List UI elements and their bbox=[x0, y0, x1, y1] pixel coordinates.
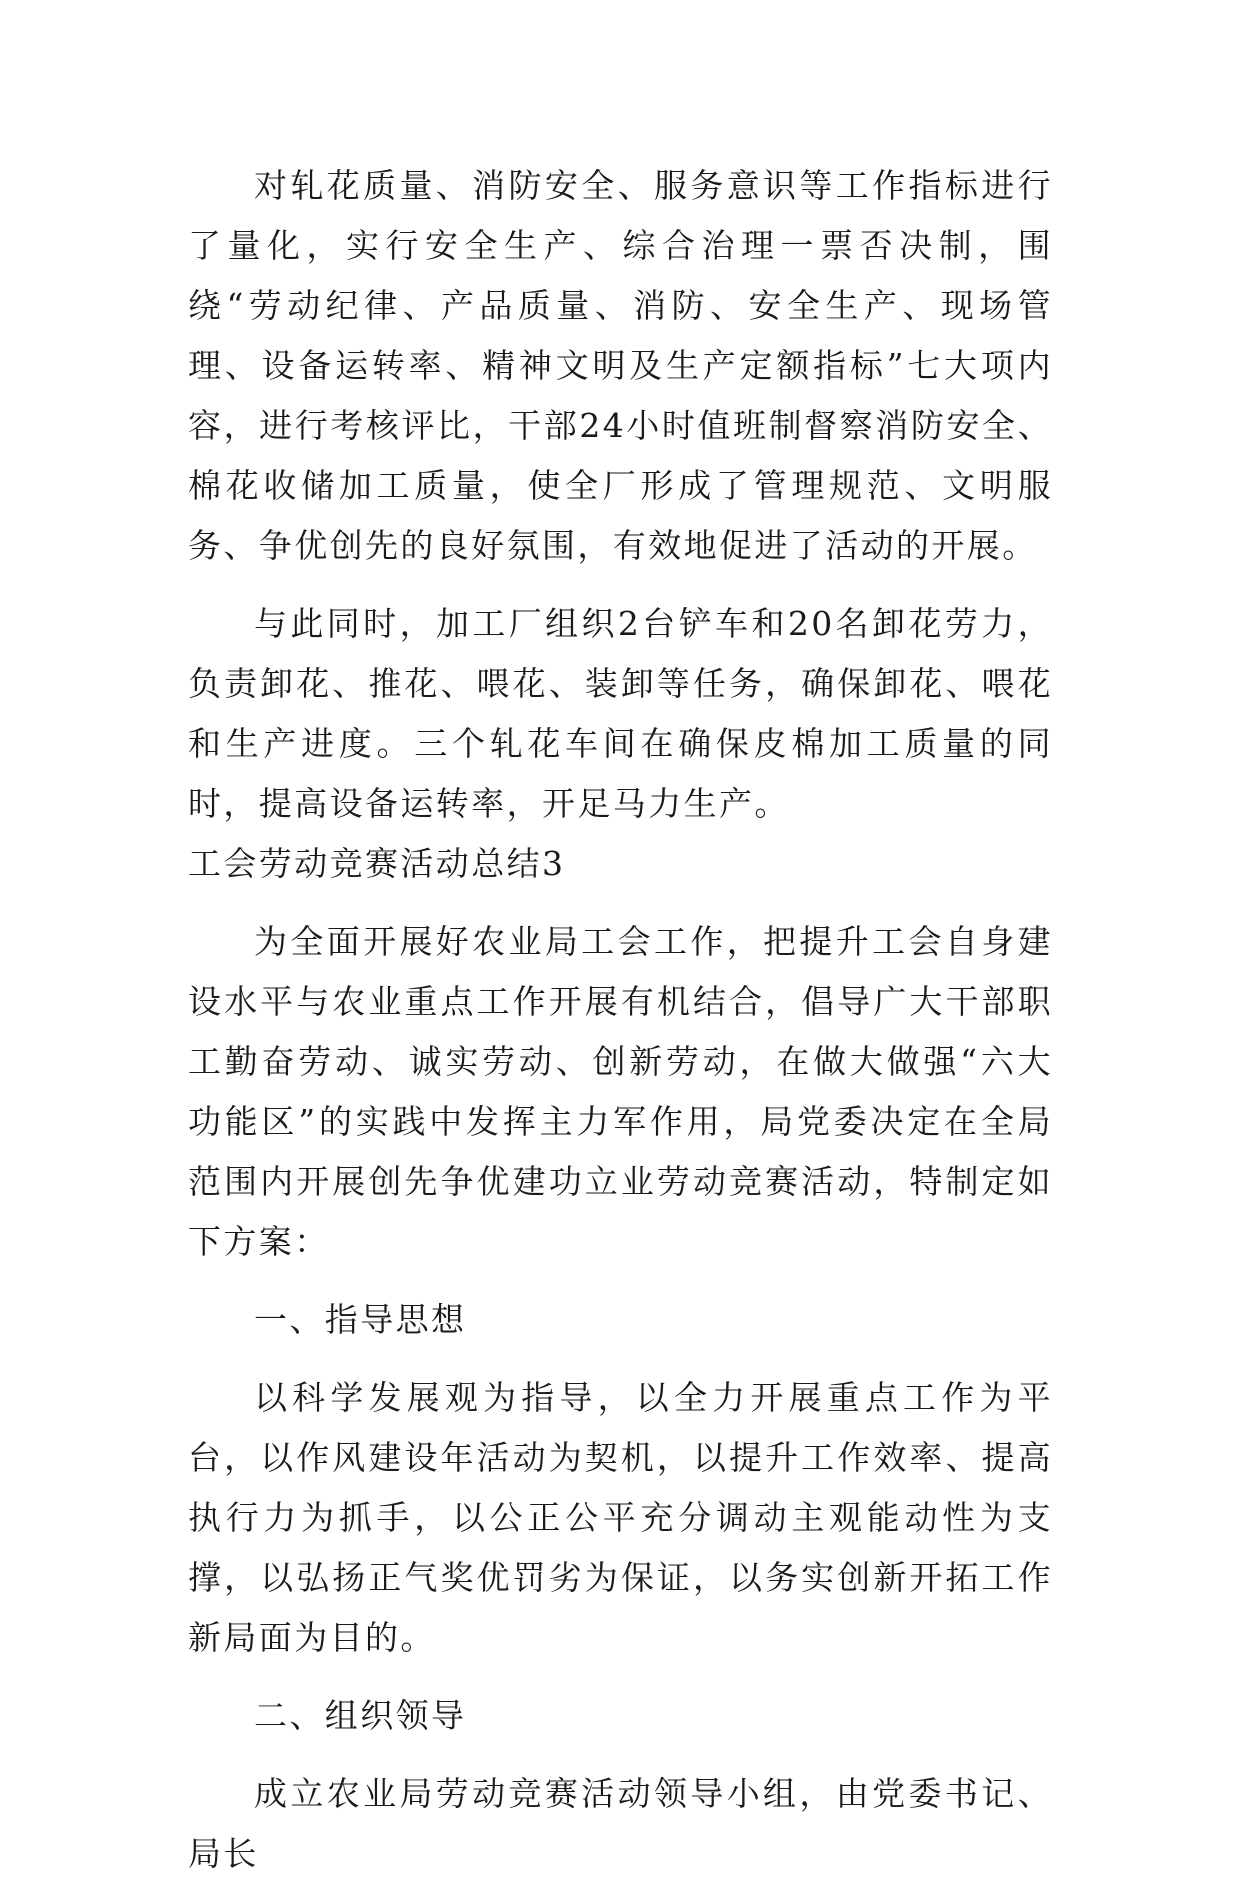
paragraph-leadership-group: 成立农业局劳动竞赛活动领导小组，由党委书记、局长 bbox=[188, 1774, 1053, 1873]
paragraph-quantified-indicators: 对轧花质量、消防安全、服务意识等工作指标进行了量化，实行安全生产、综合治理一票否决制，围绕“劳动纪律、产品质量、消防、安全生产、现场管理、设备运转率、精神文明及生产定额指标”七大项内容，进行考核评比，干部24小时值班制督察消防安全、棉花收储加工质量，使全厂形成了管理规范、文明服务、争优创先的良好氛围，有效地促进了活动的开展。 bbox=[188, 166, 1053, 565]
paragraph-guiding-ideology: 以科学发展观为指导，以全力开展重点工作为平台，以作风建设年活动为契机，以提升工作效率、提高执行力为抓手，以公正公平充分调动主观能动性为支撑，以弘扬正气奖优罚劣为保证，以务实创新开拓工作新局面为目的。 bbox=[188, 1378, 1053, 1657]
paragraph-loaders-and-labor: 与此同时，加工厂组织2台铲车和20名卸花劳力，负责卸花、推花、喂花、装卸等任务，确保卸花、喂花和生产进度。三个轧花车间在确保皮棉加工质量的同时，提高设备运转率，开足马力生产。 bbox=[188, 604, 1053, 823]
section-title: 工会劳动竞赛活动总结3 bbox=[188, 844, 566, 883]
document-body bbox=[188, 156, 1053, 1884]
paragraph-intro-plan: 为全面开展好农业局工会工作，把提升工会自身建设水平与农业重点工作开展有机结合，倡导广大干部职工勤奋劳动、诚实劳动、创新劳动，在做大做强“六大功能区”的实践中发挥主力军作用，局党委决定在全局范围内开展创先争优建功立业劳动竞赛活动，特制定如下方案： bbox=[188, 922, 1053, 1261]
heading-organization-leadership: 二、组织领导 bbox=[254, 1696, 467, 1735]
heading-guiding-ideology: 一、指导思想 bbox=[254, 1300, 467, 1339]
